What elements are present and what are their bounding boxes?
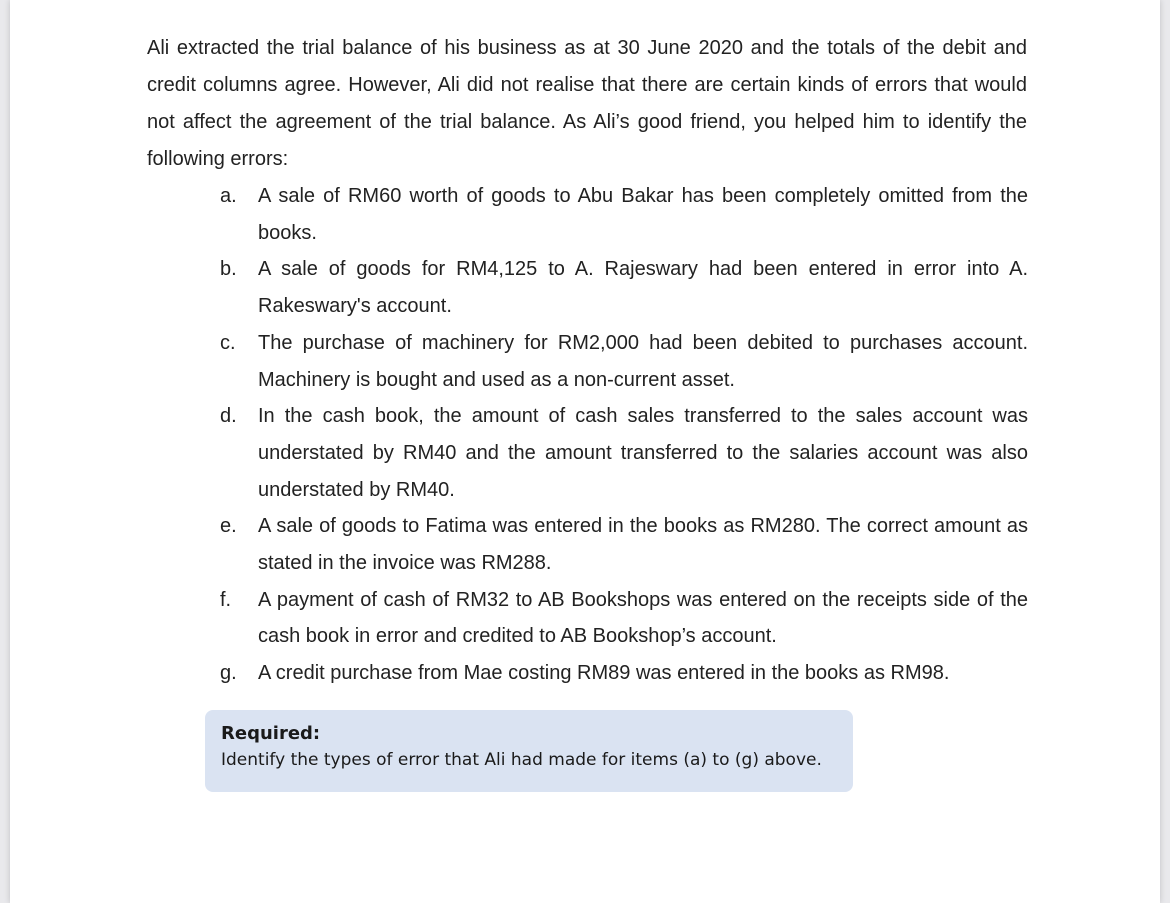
list-marker: f. <box>220 588 232 611</box>
required-text: Identify the types of error that Ali had made for items (a) to (g) above. <box>221 750 822 770</box>
error-text: A sale of goods to Fatima was entered in the books as RM280. The correct amount as stated in the invoice was RM288. <box>258 515 1028 575</box>
error-item-b <box>220 251 1028 324</box>
error-text: A credit purchase from Mae costing RM89 was entered in the books as RM98. <box>258 662 950 685</box>
error-item-c <box>220 325 1028 398</box>
list-marker: c. <box>220 331 236 354</box>
list-marker: e. <box>220 515 237 538</box>
error-item-d <box>220 398 1028 508</box>
error-item-a <box>220 178 1028 251</box>
document-page <box>10 0 1160 903</box>
error-text: In the cash book, the amount of cash sales transferred to the sales account was understated by RM40 and the amount transferred to the salaries account was also understated by RM40. <box>258 405 1028 501</box>
error-item-e <box>220 508 1028 581</box>
error-text: A payment of cash of RM32 to AB Bookshops was entered on the receipts side of the cash book in error and credited to AB Bookshop’s account. <box>258 588 1028 648</box>
intro-paragraph: Ali extracted the trial balance of his business as at 30 June 2020 and the totals of the debit and credit columns agree. However, Ali did not realise that there are certain kinds of errors that would not affect the agreement of the trial balance. As Ali’s good friend, you helped him to identify the following errors: <box>147 37 1027 170</box>
list-marker: d. <box>220 405 237 428</box>
error-text: The purchase of machinery for RM2,000 had been debited to purchases account. Machinery is bought and used as a non-current asset. <box>258 331 1028 391</box>
list-marker: g. <box>220 662 237 685</box>
error-text: A sale of RM60 worth of goods to Abu Bakar has been completely omitted from the books. <box>258 185 1028 244</box>
error-list <box>220 178 1028 692</box>
error-text: A sale of goods for RM4,125 to A. Rajeswary had been entered in error into A. Rakeswary's account. <box>258 258 1028 318</box>
required-box <box>205 710 853 792</box>
list-marker: a. <box>220 185 237 207</box>
required-title: Required: <box>221 723 321 744</box>
list-marker: b. <box>220 258 237 281</box>
error-item-f <box>220 582 1028 655</box>
error-item-g <box>220 655 1028 692</box>
